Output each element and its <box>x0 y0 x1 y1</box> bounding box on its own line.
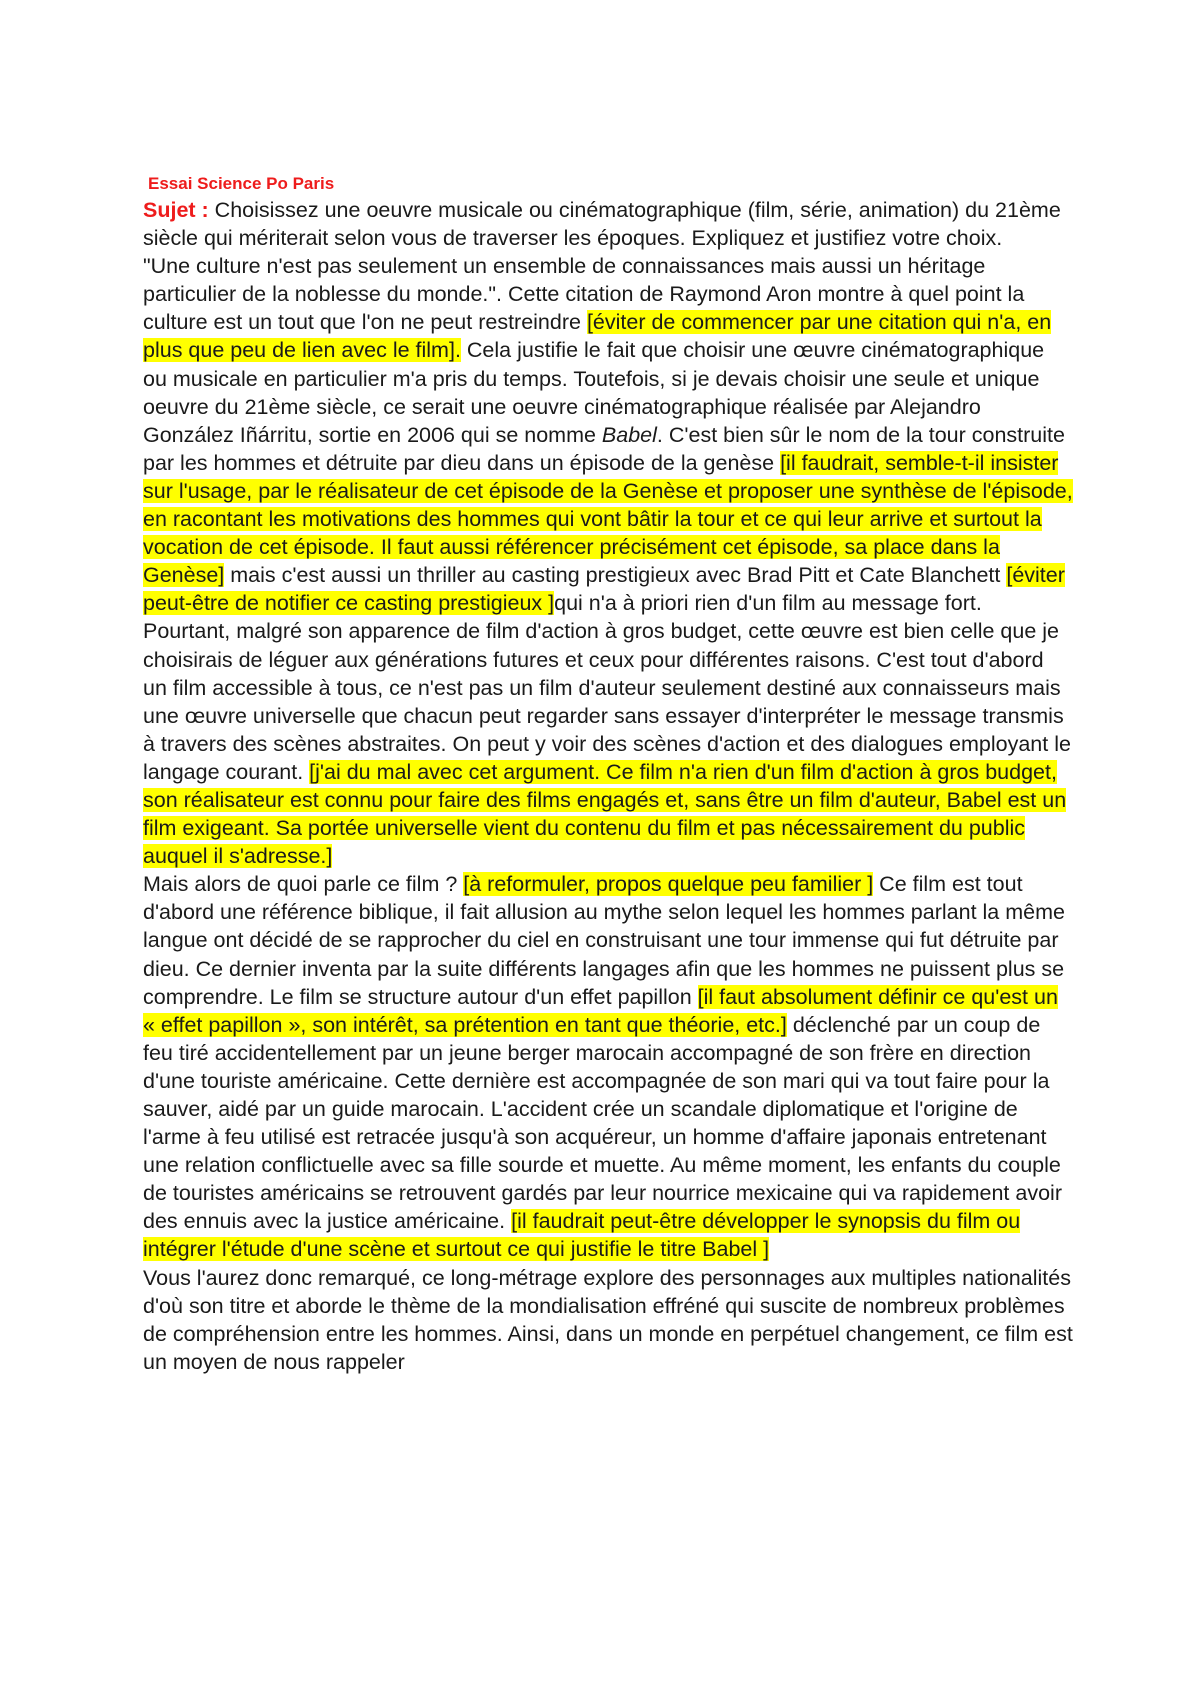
p1-text-5: qui n'a à priori rien d'un film au message fort. Pourtant, malgré son apparence de film d'action à gros budget, cette œuvre est bien celle que je choisirais de léguer aux générations futures et ceux pour différentes raisons. C'est tout d'abord un film accessible à tous, ce n'est pas un film d'auteur seulement destiné aux connaisseurs mais une œuvre universelle que chacun peut regarder sans essayer d'interpréter le message transmis à travers des scènes abstraites. On peut y voir des scènes d'action et des dialogues employant le langage courant. <box>143 591 1071 784</box>
reviewer-comment: [éviter de commencer par une citation qui n'a, en plus que peu de lien avec le film]. <box>143 310 1052 363</box>
subject-paragraph <box>143 196 1073 252</box>
document-body <box>143 196 1073 1376</box>
film-title: Babel <box>601 422 657 447</box>
p1-text-3: . C'est bien sûr le nom de la tour construite par les hommes et détruite par dieu dans un épisode de la genèse <box>143 422 1065 475</box>
p1-text-4: mais c'est aussi un thriller au casting prestigieux avec Brad Pitt et Cate Blanchett <box>224 563 1007 588</box>
subject-label: Sujet : <box>143 198 209 222</box>
reviewer-comment: [éviter peut-être de notifier ce casting prestigieux ] <box>143 563 1065 616</box>
p2-text-3: déclenché par un coup de feu tiré accidentellement par un jeune berger marocain accompagné de son frère en direction d'une touriste américaine. Cette dernière est accompagnée de son mari qui va tout faire pour la sauver, aidé par un guide marocain. L'accident crée un scandale diplomatique et l'origine de l'arme à feu utilisé est retracée jusqu'à son acquéreur, un homme d'affaire japonais entretenant une relation conflictuelle avec sa fille sourde et muette. Au même moment, les enfants du couple de touristes américains se retrouvent gardés par leur nourrice mexicaine qui va rapidement avoir des ennuis avec la justice américaine. <box>143 1012 1062 1234</box>
paragraph-3 <box>143 1264 1073 1376</box>
reviewer-comment: [à reformuler, propos quelque peu familier ] <box>463 872 874 897</box>
p1-text-2: Cela justifie le fait que choisir une œuvre cinématographique ou musicale en particulier m'a pris du temps. Toutefois, si je devais choisir une seule et unique oeuvre du 21ème siècle, ce serait une oeuvre cinématographique réalisée par Alejandro González Iñárritu, sortie en 2006 qui se nomme <box>143 338 1045 447</box>
p3-text-1: Vous l'aurez donc remarqué, ce long-métrage explore des personnages aux multiples nationalités d'où son titre et aborde le thème de la mondialisation effréné qui suscite de nombreux problèmes de compréhension entre les hommes. Ainsi, dans un monde en perpétuel changement, ce film est un moyen de nous rappeler <box>143 1265 1073 1374</box>
p2-text-2: Ce film est tout d'abord une référence biblique, il fait allusion au mythe selon lequel les hommes parlant la même langue ont décidé de se rapprocher du ciel en construisant une tour immense qui fut détruite par dieu. Ce dernier inventa par la suite différents langages afin que les hommes ne puissent plus se comprendre. Le film se structure autour d'un effet papillon <box>143 872 1065 1009</box>
reviewer-comment: [il faudrait, semble-t-il insister sur l'usage, par le réalisateur de cet épisode de la Genèse et proposer une synthèse de l'épisode, en racontant les motivations des hommes qui vont bâtir la tour et ce qui leur arrive et surtout la vocation de cet épisode. Il faut aussi référencer précisément cet épisode, sa place dans la Genèse] <box>143 450 1073 588</box>
reviewer-comment: [il faut absolument définir ce qu'est un « effet papillon », son intérêt, sa prétention en tant que théorie, etc.] <box>143 984 1058 1037</box>
p1-text-1: "Une culture n'est pas seulement un ensemble de connaissances mais aussi un héritage particulier de la noblesse du monde.". Cette citation de Raymond Aron montre à quel point la culture est un tout que l'on ne peut restreindre <box>143 254 1025 335</box>
p2-text-1: Mais alors de quoi parle ce film ? <box>143 872 464 897</box>
subject-text: Choisissez une oeuvre musicale ou cinématographique (film, série, animation) du 21ème siècle qui mériterait selon vous de traverser les époques. Expliquez et justifiez votre choix. <box>143 198 1061 251</box>
reviewer-comment: [j'ai du mal avec cet argument. Ce film n'a rien d'un film d'action à gros budget, son réalisateur est connu pour faire des films engagés et, sans être un film d'auteur, Babel est un film exigeant. Sa portée universelle vient du contenu du film et pas nécessairement du public auquel il s'adresse.] <box>143 759 1067 869</box>
paragraph-1 <box>143 252 1073 870</box>
reviewer-comment: [il faudrait peut-être développer le synopsis du film ou intégrer l'étude d'une scène et surtout ce qui justifie le titre Babel ] <box>143 1209 1021 1262</box>
paragraph-2 <box>143 870 1073 1263</box>
document-title: Essai Science Po Paris <box>148 174 335 193</box>
